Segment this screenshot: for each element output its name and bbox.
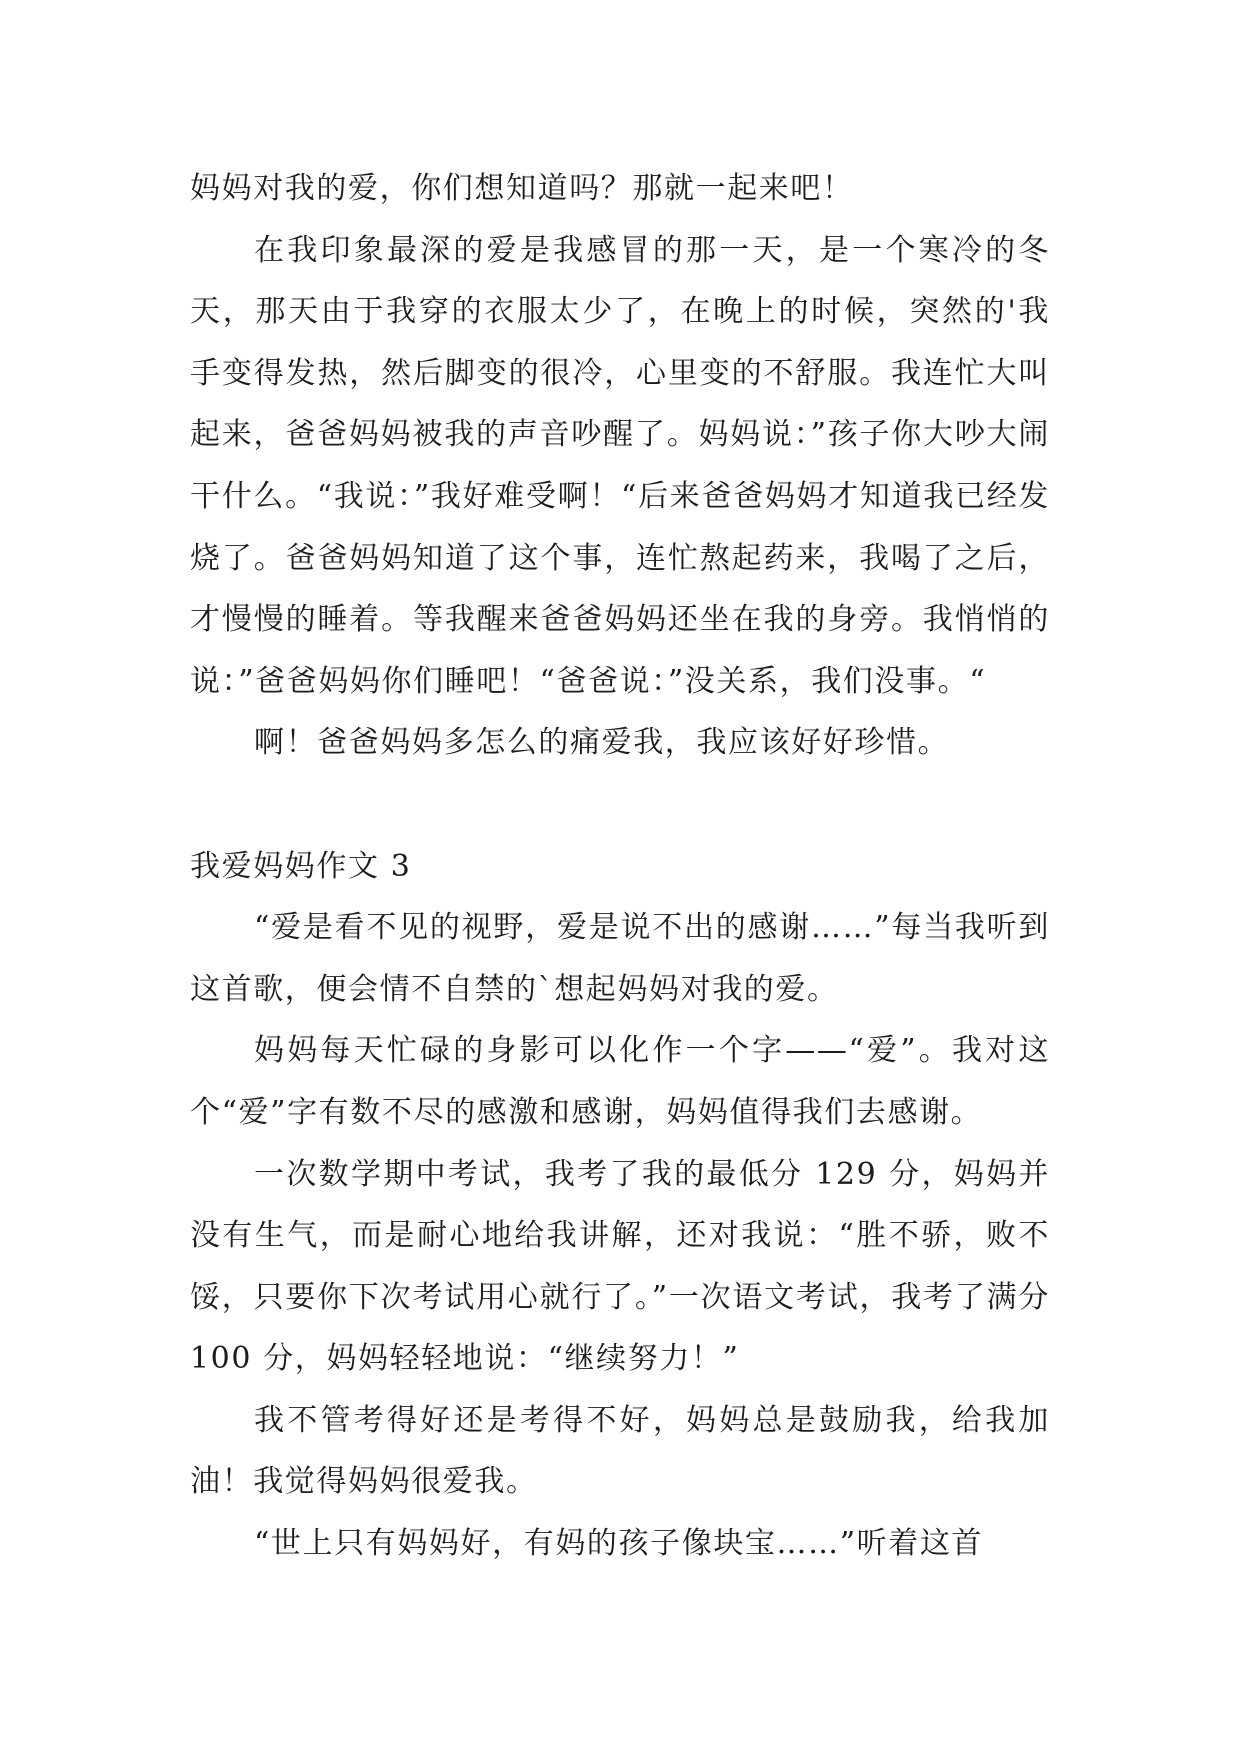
essay-heading: 我爱妈妈作文 3 bbox=[190, 848, 412, 884]
paragraph-song-ending: “世上只有妈妈好，有妈的孩子像块宝……”听着这首 bbox=[254, 1526, 984, 1562]
document-body bbox=[190, 158, 1050, 1575]
paragraph-encourage: 我不管考得好还是考得不好，妈妈总是鼓励我，给我加油！我觉得妈妈很爱我。 bbox=[190, 1402, 1050, 1500]
paragraph-cherish: 啊！爸爸妈妈多怎么的痛爱我，我应该好好珍惜。 bbox=[254, 725, 950, 761]
paragraph-cold-story: 在我印象最深的爱是我感冒的那一天，是一个寒冷的冬天，那天由于我穿的衣服太少了，在晚上的时候，突然的'我手变得发热，然后脚变的很冷，心里变的不舒服。我连忙大叫起来，爸爸妈妈被我的声音吵醒了。妈妈说：”孩子你大吵大闹干什么。“我说：”我好难受啊！“后来爸爸妈妈才知道我已经发烧了。爸爸妈妈知道了这个事，连忙熬起药来，我喝了之后，才慢慢的睡着。等我醒来爸爸妈妈还坐在我的身旁。我悄悄的说：”爸爸妈妈你们睡吧！“爸爸说：”没关系，我们没事。“ bbox=[190, 232, 1050, 699]
paragraph-gap bbox=[190, 774, 1050, 836]
paragraph-exams: 一次数学期中考试，我考了我的最低分 129 分，妈妈并没有生气，而是耐心地给我讲解，还对我说：“胜不骄，败不馁，只要你下次考试用心就行了。”一次语文考试，我考了满分 100 分，妈妈轻轻地说：“继续努力！” bbox=[190, 1156, 1050, 1377]
paragraph-opening: 妈妈对我的爱，你们想知道吗？那就一起来吧！ bbox=[190, 171, 854, 206]
paragraph-busy-mother: 妈妈每天忙碌的身影可以化作一个字——“爱”。我对这个“爱”字有数不尽的感激和感谢，妈妈值得我们去感谢。 bbox=[190, 1033, 1050, 1130]
paragraph-song: “爱是看不见的视野，爱是说不出的感谢……”每当我听到这首歌，便会情不自禁的`想起妈妈对我的爱。 bbox=[190, 910, 1050, 1007]
